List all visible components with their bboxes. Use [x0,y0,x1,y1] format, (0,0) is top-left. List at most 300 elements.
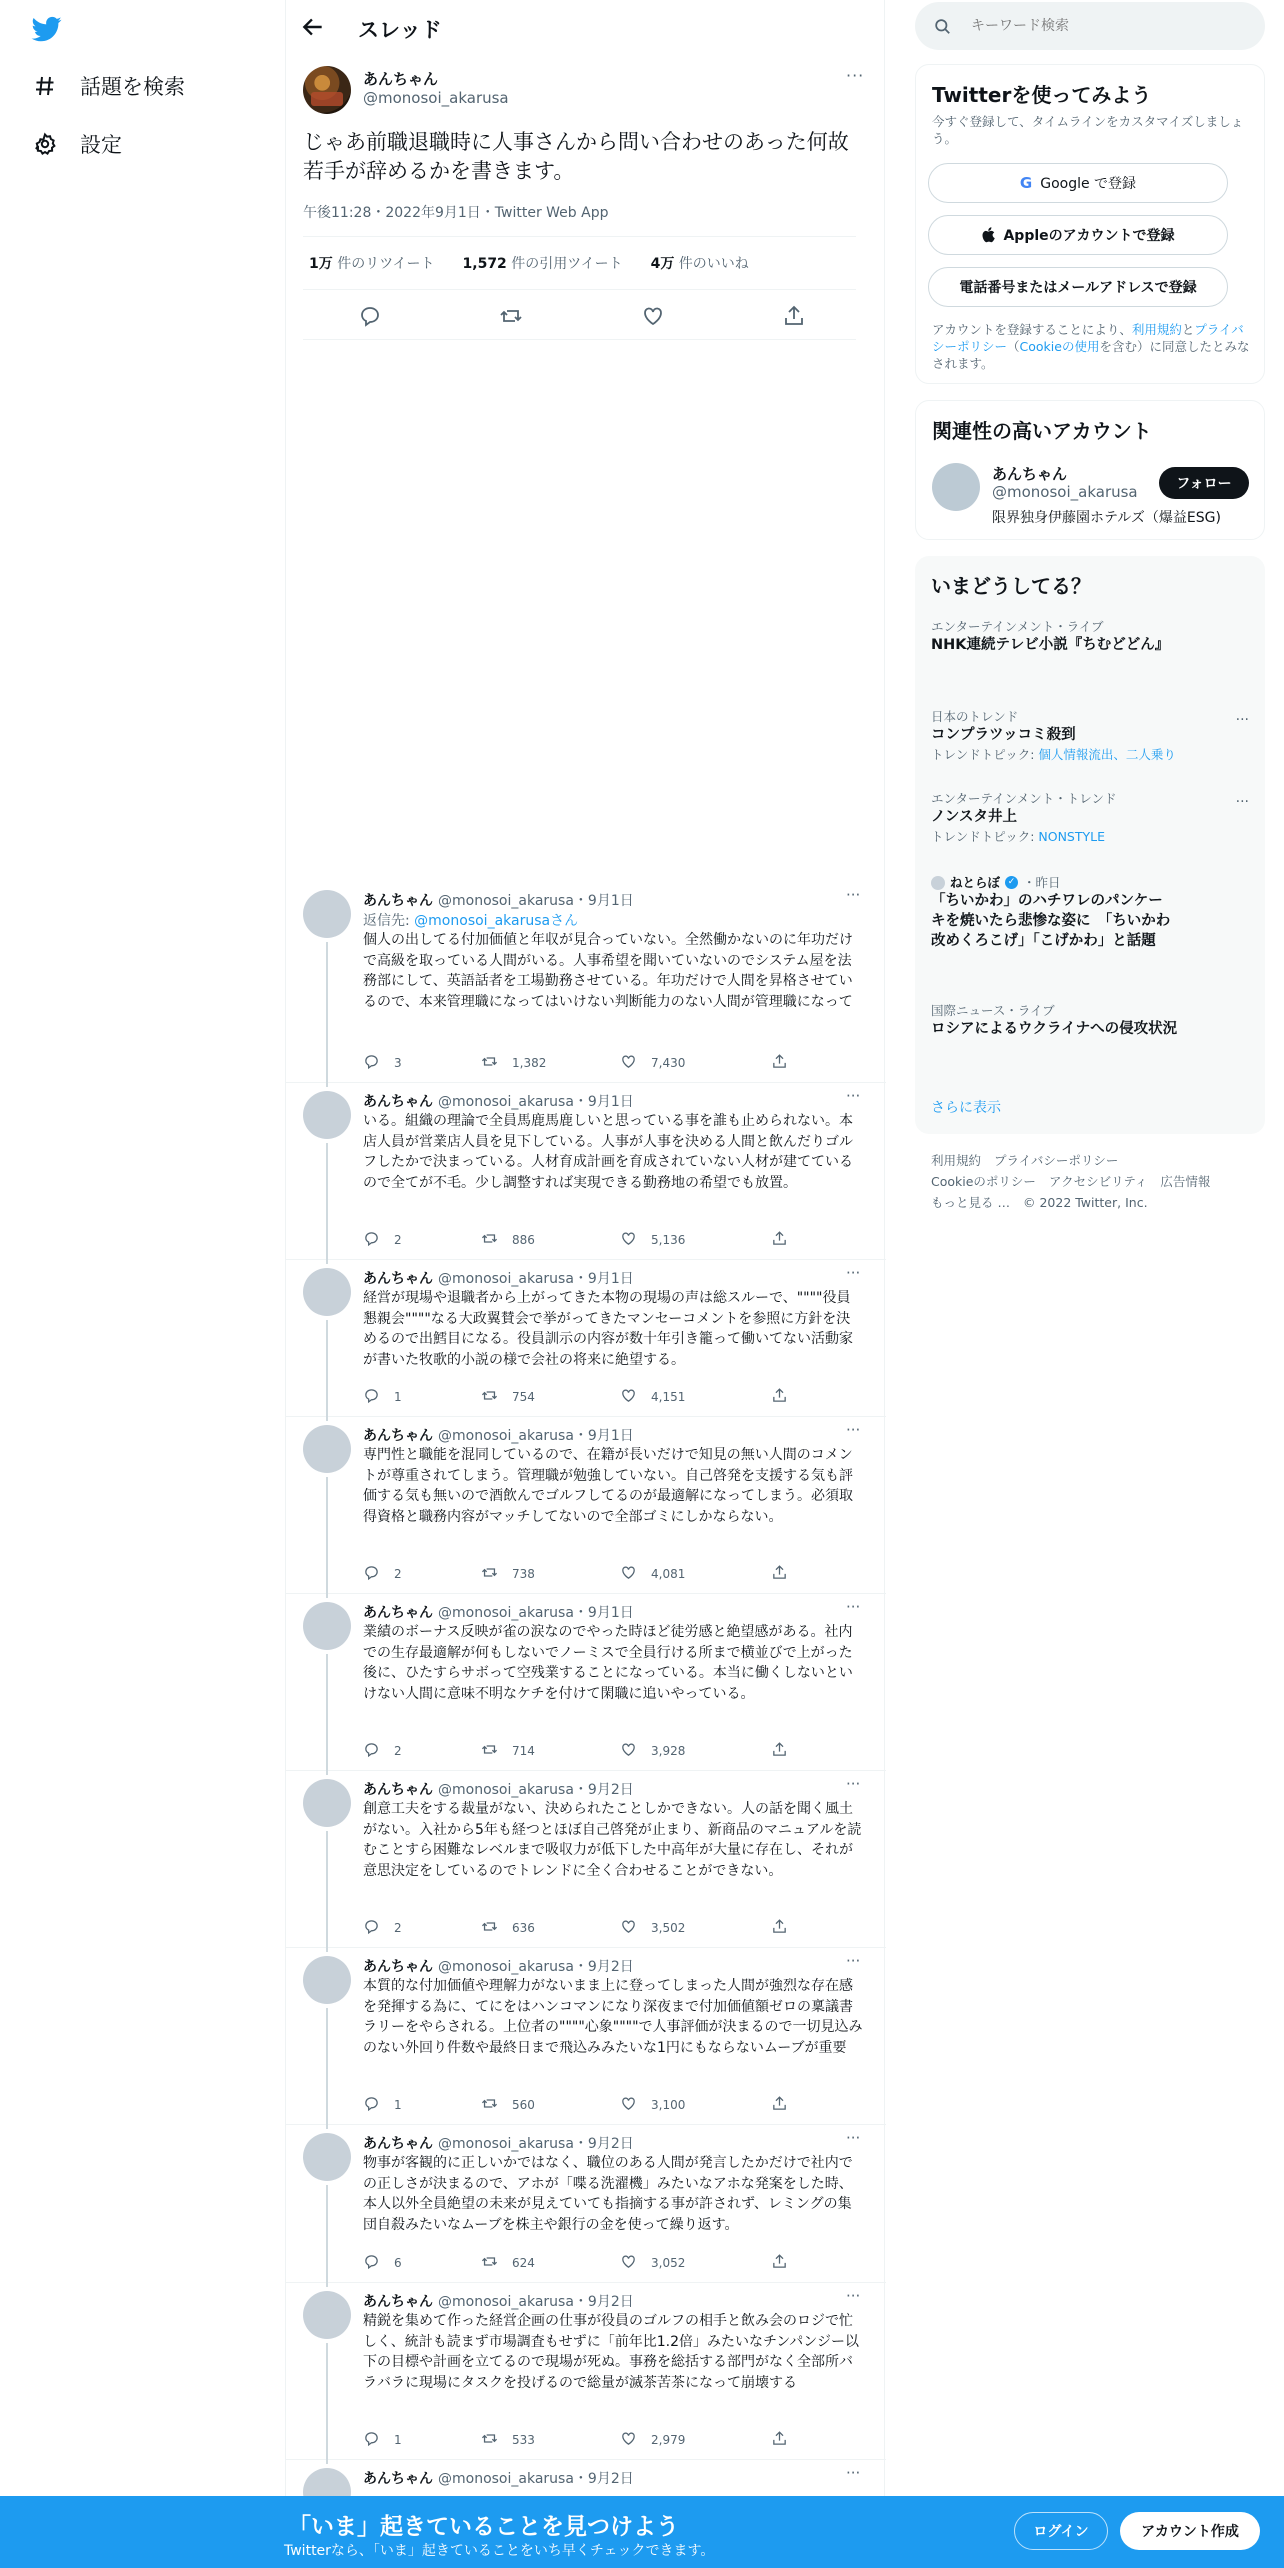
apple-signup-button[interactable] [928,215,1228,255]
reply-date[interactable]: ・9月2日 [573,2136,634,2152]
footer-accessibility-link[interactable]: アクセシビリティ [1048,1174,1148,1189]
related-account-bio: 限界独身伊藤園ホテルズ（爆益ESG) [992,510,1221,526]
hashtag-icon [32,73,58,99]
google-signup-button[interactable] [928,163,1228,203]
thread-header [286,0,886,54]
like-icon [620,1230,637,1250]
back-arrow-icon[interactable] [300,14,326,40]
retweet-button[interactable] [481,1387,535,1407]
reply-header [363,1268,634,1288]
reply-count: 3 [394,1056,402,1070]
phone-email-signup-button[interactable] [928,267,1228,307]
avatar[interactable] [303,890,351,938]
more-options-icon[interactable]: ··· [846,886,861,904]
like-count: 7,430 [651,1056,686,1070]
reply-actions [363,1387,803,1407]
retweet-button[interactable] [481,2095,535,2115]
author-name[interactable]: あんちゃん [363,1959,433,1975]
reply-tweet[interactable] [286,1771,886,1948]
retweet-icon [481,2095,498,2115]
like-icon [620,2430,637,2450]
reply-actions [363,1230,803,1250]
trend-title: NHK連続テレビ小説『ちむどどん』 [931,637,1170,653]
reply-header [363,1602,634,1622]
thread-connector [326,2008,328,2129]
reply-actions [363,1918,803,1938]
reply-actions [363,1564,803,1584]
reply-icon [363,1387,380,1407]
author-name[interactable]: あんちゃん [363,893,433,909]
thread-connector [326,1831,328,1952]
reply-icon [363,1918,380,1938]
retweet-count: 1,382 [512,1056,547,1070]
signup-panel [915,64,1265,384]
cookie-link[interactable]: Cookieの使用 [1019,339,1100,354]
retweet-count: 1万 [309,256,333,272]
quote-stat[interactable] [463,253,623,273]
like-count: 2,979 [651,2433,686,2447]
retweet-icon [481,1741,498,1761]
retweet-button[interactable] [481,1741,535,1761]
author-handle[interactable]: @monosoi_akarusa [438,1094,574,1110]
trend-item[interactable] [931,618,1249,655]
tweet-actions [303,290,856,340]
reply-date[interactable]: ・9月1日 [573,1271,634,1287]
reply-text: 経営が現場や退職者から上がってきた本物の現場の声は総スルーで、""""役員懇親会""""なる大政翼賛会で挙がってきたマンセーコメントを参照に方針を決めるので出鱈目になる。役員訓示の内容が数十年引き籠って働いてない活動家が書いた牧歌的小説の様で会社の将来に絶望する。 [363,1290,853,1368]
copyright: © 2022 Twitter, Inc. [1022,1195,1148,1210]
reply-actions [363,2430,803,2450]
avatar[interactable] [303,1779,351,1827]
left-navigation [0,0,285,2568]
quote-count: 1,572 [462,256,507,272]
nav-explore-label: 話題を検索 [80,75,185,99]
reply-count: 6 [394,2256,402,2270]
retweet-icon[interactable] [499,304,523,328]
thread-connector [326,1654,328,1775]
like-count: 4万 [650,256,675,272]
avatar[interactable] [303,1268,351,1316]
reply-tweet[interactable] [286,1948,886,2125]
reply-button[interactable] [363,1230,402,1250]
reply-icon [363,1053,380,1073]
footer-ads-link[interactable]: 広告情報 [1160,1174,1211,1189]
avatar[interactable] [303,1425,351,1473]
like-count: 3,100 [651,2098,686,2112]
author-name[interactable]: あんちゃん [363,2294,433,2310]
reply-header [363,2133,634,2153]
author-handle[interactable]: @monosoi_akarusa [438,2471,574,2487]
reply-header [363,2468,634,2488]
like-button[interactable] [620,1564,685,1584]
trend-topics-prefix: トレンドトピック: [931,829,1039,844]
phone-email-signup-label: 電話番号またはメールアドレスで登録 [959,280,1197,296]
reply-icon [363,2253,380,2273]
author-name[interactable]: あんちゃん [363,1782,433,1798]
trend-topics-link[interactable]: NONSTYLE [1038,829,1105,844]
reply-text: 創意工夫をする裁量がない、決められたことしかできない。人の話を聞く風土がない。入社から5年も経つとほぼ自己啓発が止まり、新商品のマニュアルを読むことすら困難なレベルまで吸収力が低下した中高年が大量に存在し、それが意思決定をしているのでトレンドに全く合わせることができない。 [363,1801,862,1879]
more-options-icon[interactable]: ··· [846,66,865,85]
footer-links [931,1150,1251,1213]
more-options-icon[interactable]: ··· [1235,712,1249,728]
share-button[interactable] [771,2430,788,2450]
retweet-count: 754 [512,1390,535,1404]
tweet-stats [303,236,856,290]
share-button[interactable] [771,1230,788,1250]
reply-tweet[interactable] [286,882,886,1083]
footer-cookie-link[interactable]: Cookieのポリシー [931,1174,1036,1189]
like-icon [620,1387,637,1407]
related-panel-title: 関連性の高いアカウント [932,419,1152,443]
share-icon [771,1918,788,1938]
avatar[interactable] [932,463,980,511]
share-button[interactable] [771,1918,788,1938]
more-options-icon[interactable]: ··· [846,1775,861,1793]
retweet-icon [481,1053,498,1073]
thread-connector [326,1143,328,1264]
like-button[interactable] [620,1230,685,1250]
trend-source-name: ねとらぼ [950,875,1001,890]
reply-header [363,1779,634,1799]
related-account-name[interactable]: あんちゃん [992,465,1068,483]
reply-tweet[interactable] [286,1417,886,1594]
author-handle[interactable]: @monosoi_akarusa [438,1782,574,1798]
google-signup-label: Google で登録 [1040,176,1137,192]
share-button[interactable] [771,1564,788,1584]
terms-link[interactable]: 利用規約 [1131,322,1182,337]
reply-actions [363,1741,803,1761]
legal-prefix: アカウントを登録することにより、 [932,322,1132,337]
retweet-button[interactable] [481,2253,535,2273]
signup-panel-title: Twitterを使ってみよう [932,83,1152,107]
author-handle[interactable]: @monosoi_akarusa [438,893,574,909]
reply-tweet[interactable] [286,1260,886,1417]
signup-legal-text [932,321,1250,372]
apple-icon [981,227,995,243]
avatar[interactable] [303,2133,351,2181]
retweet-button[interactable] [481,1564,535,1584]
reply-icon [363,1230,380,1250]
trend-item[interactable] [931,874,1171,951]
trend-item[interactable] [931,1002,1249,1039]
retweet-stat-label: 件のリツイート [337,256,435,272]
like-stat[interactable] [651,253,749,273]
search-bar[interactable] [915,2,1265,50]
retweet-button[interactable] [481,2430,535,2450]
reply-text: 個人の出してる付加価値と年収が見合っていない。全然働かないのに年功だけで高級を取っている人間がいる。人事希望を聞いていないのでシステム屋を法務部にして、英語話者を工場勤務させている。年功だけで人間を昇格させているので、本来管理職になってはいけない判断能力のない人間が管理職になって [363,932,853,1010]
share-icon [771,1230,788,1250]
follow-button[interactable]: フォロー [1159,467,1249,499]
reply-actions [363,2095,803,2115]
share-button[interactable] [771,1053,788,1073]
show-more-link[interactable]: さらに表示 [931,1100,1001,1116]
reply-date[interactable]: ・9月2日 [573,1782,634,1798]
retweet-count: 738 [512,1567,535,1581]
reply-date[interactable]: ・9月2日 [573,2294,634,2310]
related-accounts-panel [915,400,1265,540]
share-button[interactable] [771,1387,788,1407]
reply-count: 2 [394,1567,402,1581]
like-icon [620,1918,637,1938]
like-button[interactable] [620,1918,685,1938]
share-icon [771,2253,788,2273]
reply-icon [363,2095,380,2115]
author-name[interactable]: あんちゃん [363,1605,433,1621]
reply-to-suffix: さん [550,913,579,929]
verified-badge-icon: ✓ [1005,876,1018,889]
reply-button[interactable] [363,2430,402,2450]
google-icon: G [1019,174,1033,192]
trend-item[interactable] [931,708,1249,765]
like-icon [620,2253,637,2273]
footer-more-link[interactable]: もっと見る … [931,1195,1010,1210]
retweet-count: 636 [512,1921,535,1935]
nav-settings-label: 設定 [80,133,122,157]
trend-source [931,874,1171,891]
tweet-text: じゃあ前職退職時に人事さんから問い合わせのあった何故若手が辞めるかを書きます。 [303,130,849,183]
reply-tweet[interactable] [286,1083,886,1260]
trend-title: コンプラツッコミ殺到 [931,727,1076,743]
author-handle[interactable]: @monosoi_akarusa [438,1271,574,1287]
signup-panel-subtitle: 今すぐ登録して、タイムラインをカスタマイズしましょう。 [932,114,1244,146]
thread-connector [326,2343,328,2464]
thread-connector [326,2185,328,2287]
reply-header [363,1425,634,1445]
more-options-icon[interactable]: ··· [846,2287,861,2305]
retweet-button[interactable] [481,1918,535,1938]
share-icon [771,2430,788,2450]
reply-date[interactable]: ・9月1日 [573,1605,634,1621]
reply-button[interactable] [363,1053,402,1073]
retweet-icon [481,1918,498,1938]
reply-date[interactable]: ・9月2日 [573,2471,634,2487]
footer-terms-link[interactable]: 利用規約 [931,1153,982,1168]
signup-prompt-bar [0,2496,1284,2568]
reply-count: 1 [394,2433,402,2447]
like-count: 5,136 [651,1233,686,1247]
like-button[interactable] [620,2430,685,2450]
like-icon [620,1741,637,1761]
reply-actions [363,2253,803,2273]
like-button[interactable] [620,2253,685,2273]
retweet-icon [481,1564,498,1584]
like-button[interactable] [620,1053,685,1073]
prompt-subtitle: Twitterなら、「いま」起きていることをいち早くチェックできます。 [284,2543,715,2559]
author-name[interactable]: あんちゃん [363,1094,433,1110]
reply-header [363,890,634,910]
trend-title: ノンスタ井上 [931,809,1017,825]
trend-item[interactable] [931,790,1249,847]
like-count: 4,081 [651,1567,686,1581]
more-options-icon[interactable]: ··· [846,1952,861,1970]
reply-icon[interactable] [358,304,382,328]
author-name[interactable]: あんちゃん [363,2471,433,2487]
author-name[interactable]: あんちゃん [363,2136,433,2152]
retweet-icon [481,1230,498,1250]
page-title: スレッド [358,18,442,42]
prompt-title: 「いま」起きていることを見つけよう [288,2514,679,2540]
reply-count: 1 [394,1390,402,1404]
trend-title: 「ちいかわ」のハチワレのパンケーキを焼いたら悲惨な姿に 「ちいかわ改めくろこげ」「こげかわ」と話題 [931,893,1171,949]
retweet-button[interactable] [481,1053,546,1073]
reply-tweet[interactable] [286,1594,886,1771]
legal-paren: （ [1007,339,1020,354]
like-count: 3,928 [651,1744,686,1758]
thread-connector [326,942,328,1087]
reply-text: いる。組織の理論で全員馬鹿馬鹿しいと思っている事を誰も止められない。本店人員が営業店人員を見下している。人事が人事を決める人間と飲んだりゴルフしたかで決まっている。人材育成計画を育成されていない人材が建てているので全てが不毛。少し調整すれば実現できる勤務地の希望でも放置。 [363,1113,853,1191]
retweet-icon [481,1387,498,1407]
more-options-icon[interactable]: ··· [846,1598,861,1616]
trend-topics [931,827,1249,847]
legal-suffix: を含む）に同意したとみなされます。 [932,339,1250,371]
trend-topics-link[interactable]: 個人情報流出、二人乗り [1038,747,1176,762]
thread-column [285,0,885,2568]
nav-settings[interactable] [32,124,122,164]
avatar[interactable] [303,1091,351,1139]
reply-button[interactable] [363,1564,402,1584]
like-count: 4,151 [651,1390,686,1404]
author-handle[interactable]: @monosoi_akarusa [438,2136,574,2152]
trend-category: エンターテインメント・ライブ [931,619,1104,634]
retweet-count: 533 [512,2433,535,2447]
reply-text: 精鋭を集めて作った経営企画の仕事が役員のゴルフの相手と飲み会のロジで忙しく、統計も読まず市場調査もせずに「前年比1.2倍」みたいなチンパンジー以下の目標や計画を立てるので現場が死ぬ。事務を総括する部門がなく全部所バラバラに現場にタスクを投げるので総量が滅茶苦茶になって崩壊する [363,2313,859,2391]
reply-to-handle-link[interactable]: @monosoi_akarusa [414,913,551,929]
login-button[interactable]: ログイン [1014,2512,1108,2550]
trends-panel [915,556,1265,1134]
author-handle[interactable]: @monosoi_akarusa [363,89,509,107]
reply-button[interactable] [363,1387,402,1407]
share-icon [771,1741,788,1761]
author-handle[interactable]: @monosoi_akarusa [438,1959,574,1975]
reply-button[interactable] [363,1918,402,1938]
author-name[interactable]: あんちゃん [363,1428,433,1444]
apple-signup-label: Appleのアカウントで登録 [1003,228,1175,244]
reply-count: 1 [394,2098,402,2112]
like-button[interactable] [620,1741,685,1761]
reply-header [363,1956,634,1976]
reply-icon [363,2430,380,2450]
more-options-icon[interactable]: ··· [846,1087,861,1105]
share-icon[interactable] [782,304,806,328]
thread-connector [326,1477,328,1598]
trend-category: 国際ニュース・ライブ [931,1003,1055,1018]
search-input[interactable] [971,14,1241,38]
legal-and: と [1181,322,1195,337]
reply-header [363,2291,634,2311]
like-count: 3,502 [651,1921,686,1935]
reply-count: 2 [394,1921,402,1935]
reply-text: 本質的な付加価値や理解力がないまま上に登ってしまった人間が強烈な存在感を発揮する為に、てにをはハンコマンになり深夜まで付加価値額ゼロの稟議書ラリーをやらされる。上位者の""""心象""""で人事評価が決まるので一切見込みのない外回り件数や最終日まで飛込みみたいな1円にもならないムーブが重要 [363,1978,863,2056]
avatar[interactable] [303,2291,351,2339]
like-button[interactable] [620,1387,685,1407]
more-options-icon[interactable]: ··· [846,2129,861,2147]
reply-date[interactable]: ・9月2日 [573,1959,634,1975]
more-options-icon[interactable]: ··· [846,1421,861,1439]
retweet-button[interactable] [481,1230,535,1250]
trend-title: ロシアによるウクライナへの侵攻状況 [931,1021,1178,1037]
share-icon [771,1564,788,1584]
thread-connector [326,1320,328,1421]
retweet-stat[interactable] [309,253,435,273]
like-count: 3,052 [651,2256,686,2270]
trend-category: 日本のトレンド [931,709,1019,724]
retweet-count: 886 [512,1233,535,1247]
footer-privacy-link[interactable]: プライバシーポリシー [994,1153,1119,1168]
reply-button[interactable] [363,1741,402,1761]
author-name[interactable]: あんちゃん [363,70,439,88]
search-icon [933,17,952,36]
avatar[interactable] [303,66,351,114]
nav-explore[interactable] [32,66,185,106]
quote-stat-label: 件の引用ツイート [511,256,623,272]
author-name[interactable]: あんちゃん [363,1271,433,1287]
share-button[interactable] [771,2095,788,2115]
trend-topics [931,745,1249,765]
like-icon [620,2095,637,2115]
more-options-icon[interactable]: ··· [846,1264,861,1282]
more-options-icon[interactable]: ··· [1235,794,1249,810]
author-handle[interactable]: @monosoi_akarusa [438,2294,574,2310]
like-icon[interactable] [641,304,665,328]
reply-text: 専門性と職能を混同しているので、在籍が長いだけで知見の無い人間のコメントが尊重されてしまう。管理職が勉強していない。自己啓発を支援する気も評価する気も無いので酒飲んでゴルフしてるのが最適解になってしまう。必須取得資格と職務内容がマッチしてないので全部ゴミにしかならない。 [363,1447,853,1525]
reply-button[interactable] [363,2095,402,2115]
reply-to-prefix: 返信先: [363,913,415,929]
like-stat-label: 件のいいね [678,256,749,272]
share-button[interactable] [771,1741,788,1761]
privacy-link[interactable]: プライバシーポリシー [932,322,1244,354]
retweet-count: 560 [512,2098,535,2112]
trend-source-time: ・昨日 [1023,875,1061,890]
like-icon [620,1053,637,1073]
reply-text: 物事が客観的に正しいかではなく、職位のある人間が発言したかだけで社内での正しさが決まるので、アホが「喋る洗濯機」みたいなアホな発案をした時、本人以外全員絶望の未来が見えていても指摘する事が許されず、レミングの集団自殺みたいなムーブを株主や銀行の金を使って繰り返す。 [363,2155,853,2233]
share-icon [771,1053,788,1073]
retweet-count: 714 [512,1744,535,1758]
retweet-icon [481,2430,498,2450]
trend-topics-prefix: トレンドトピック: [931,747,1039,762]
share-icon [771,2095,788,2115]
avatar[interactable] [303,1602,351,1650]
like-icon [620,1564,637,1584]
trend-category: エンターテインメント・トレンド [931,791,1117,806]
signup-button[interactable]: アカウント作成 [1120,2512,1260,2550]
reply-icon [363,1741,380,1761]
related-account-handle[interactable]: @monosoi_akarusa [992,483,1138,501]
source-avatar [931,876,945,890]
gear-icon [32,131,58,157]
reply-icon [363,1564,380,1584]
reply-actions [363,1053,803,1073]
author-handle[interactable]: @monosoi_akarusa [438,1428,574,1444]
avatar[interactable] [303,1956,351,2004]
more-options-icon[interactable]: ··· [846,2464,861,2482]
twitter-logo-icon[interactable] [30,14,64,44]
reply-count: 2 [394,1233,402,1247]
retweet-count: 624 [512,2256,535,2270]
tweet-meta[interactable]: 午後11:28・2022年9月1日・Twitter Web App [303,205,609,221]
reply-tweet[interactable] [286,2125,886,2283]
reply-date[interactable]: ・9月1日 [573,1428,634,1444]
share-icon [771,1387,788,1407]
share-button[interactable] [771,2253,788,2273]
reply-button[interactable] [363,2253,402,2273]
trends-panel-title: いまどうしてる？ [931,574,1091,598]
reply-date[interactable]: ・9月1日 [573,1094,634,1110]
reply-to-line [363,910,578,930]
author-handle[interactable]: @monosoi_akarusa [438,1605,574,1621]
reply-tweet[interactable] [286,2283,886,2460]
like-button[interactable] [620,2095,685,2115]
reply-header [363,1091,634,1111]
reply-date[interactable]: ・9月1日 [573,893,634,909]
